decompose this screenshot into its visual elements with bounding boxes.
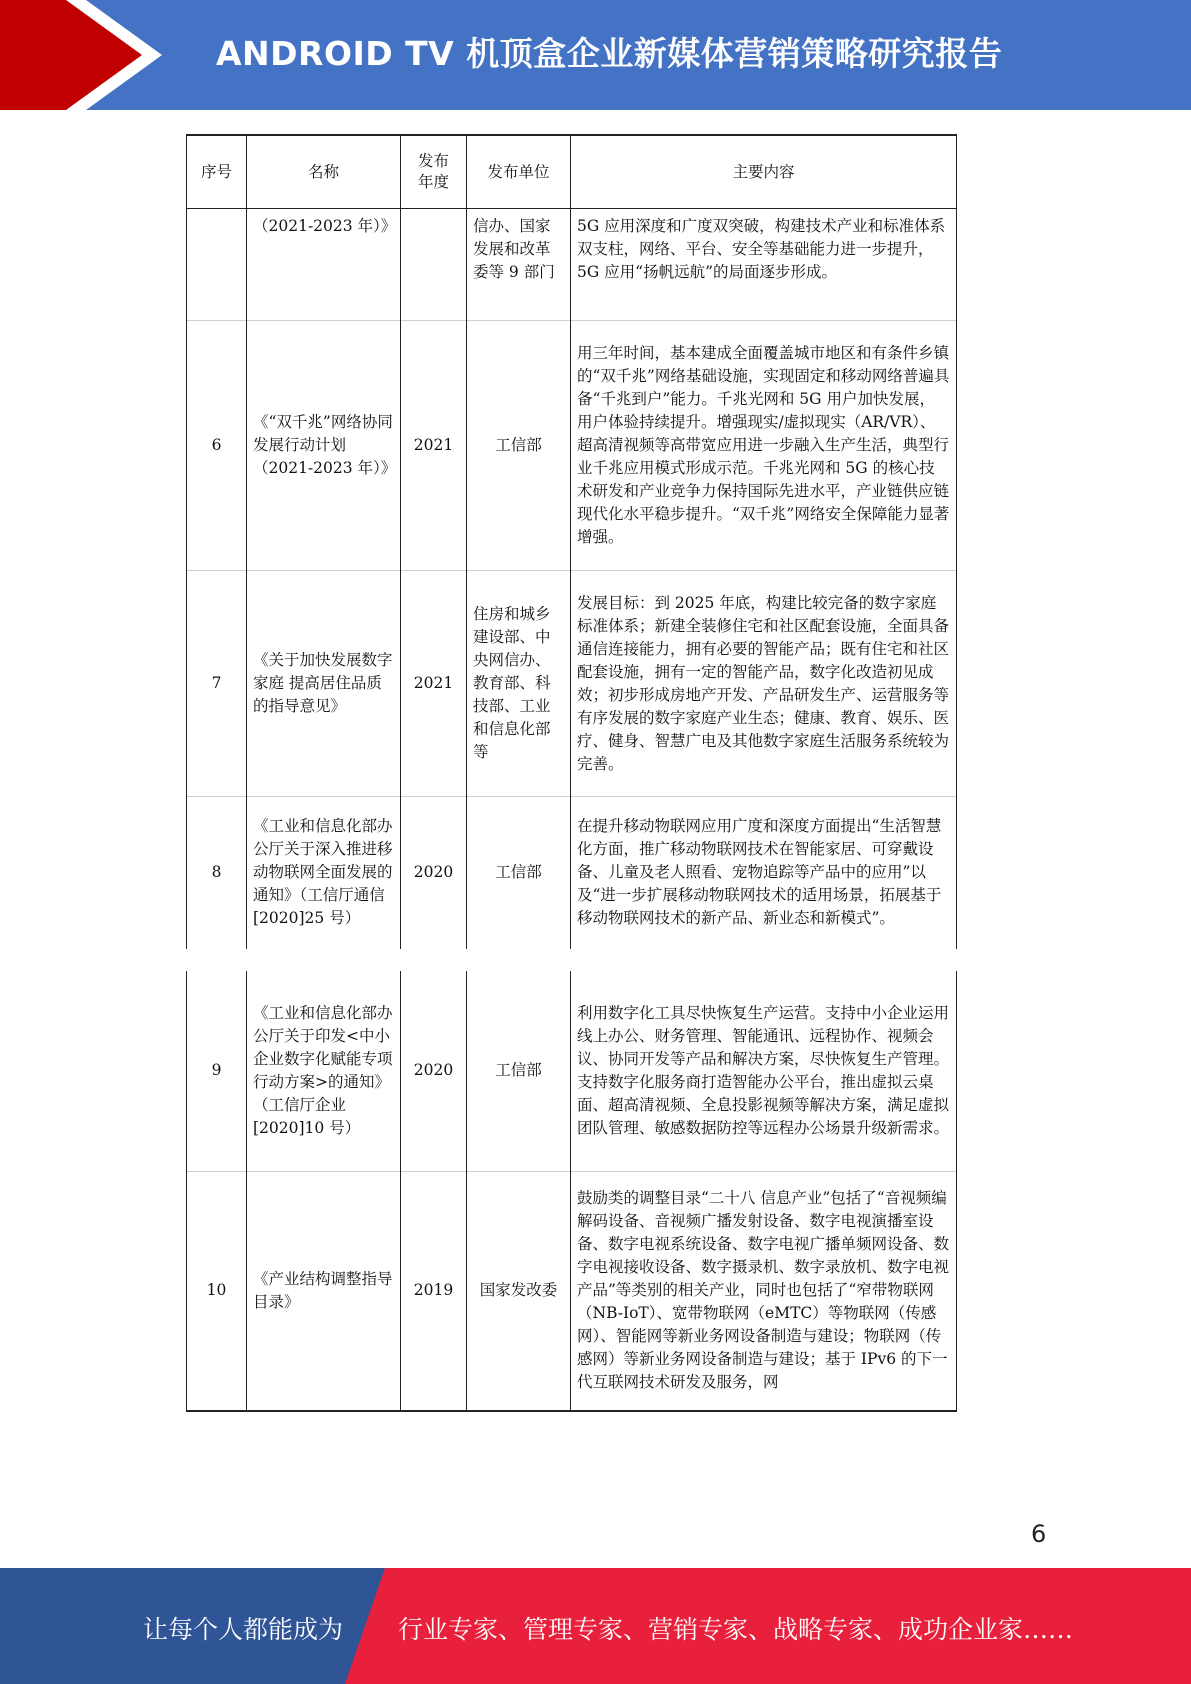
table-header-row xyxy=(187,135,957,209)
row-no: 8 xyxy=(187,797,247,949)
row-name: 《“双千兆”网络协同发展行动计划（2021-2023 年）》 xyxy=(247,321,401,571)
col-header-year-label: 发布年度 xyxy=(417,152,449,191)
row-unit: 住房和城乡建设部、中央网信办、教育部、科技部、工业和信息化部等 xyxy=(467,571,571,797)
table-row xyxy=(187,209,957,321)
table-row xyxy=(187,1171,957,1411)
row-unit: 工信部 xyxy=(467,971,571,1171)
row-year xyxy=(401,209,467,321)
row-content: 利用数字化工具尽快恢复生产运营。支持中小企业运用线上办公、财务管理、智能通讯、远程协作、视频会议、协同开发等产品和解决方案，尽快恢复生产管理。支持数字化服务商打造智能办公平台，推出虚拟云桌面、超高清视频、全息投影视频等解决方案，满足虚拟团队管理、敏感数据防控等远程办公场景升级新需求。 xyxy=(571,971,957,1171)
row-no: 6 xyxy=(187,321,247,571)
row-year: 2021 xyxy=(401,321,467,571)
col-header-content: 主要内容 xyxy=(571,135,957,209)
col-header-name: 名称 xyxy=(247,135,401,209)
table-row xyxy=(187,797,957,949)
row-year: 2021 xyxy=(401,571,467,797)
row-no: 10 xyxy=(187,1171,247,1411)
page-number: 6 xyxy=(1031,1520,1047,1548)
col-header-no: 序号 xyxy=(187,135,247,209)
col-header-unit: 发布单位 xyxy=(467,135,571,209)
page-header xyxy=(0,0,1191,110)
row-name: 《工业和信息化部办公厅关于印发<中小企业数字化赋能专项行动方案>的通知》（工信厅企业[2020]10 号） xyxy=(247,971,401,1171)
table-row xyxy=(187,571,957,797)
row-content: 在提升移动物联网应用广度和深度方面提出“生活智慧化方面，推广移动物联网技术在智能家居、可穿戴设备、儿童及老人照看、宠物追踪等产品中的应用”以及“进一步扩展移动物联网技术的适用场景，拓展基于移动物联网技术的新产品、新业态和新模式”。 xyxy=(571,797,957,949)
row-name: 《产业结构调整指导目录》 xyxy=(247,1171,401,1411)
policy-table-part-1 xyxy=(186,134,957,949)
table-row xyxy=(187,321,957,571)
row-unit: 国家发改委 xyxy=(467,1171,571,1411)
row-year: 2019 xyxy=(401,1171,467,1411)
row-content: 用三年时间，基本建成全面覆盖城市地区和有条件乡镇的“双千兆”网络基础设施，实现固定和移动网络普遍具备“千兆到户”能力。千兆光网和 5G 用户加快发展，用户体验持续提升。增强现实/虚拟现实（AR/VR）、超高清视频等高带宽应用进一步融入生产生活，典型行业千兆应用模式形成示范。千兆光网和 5G 的核心技术研发和产业竞争力保持国际先进水平，产业链供应链现代化水平稳步提升。“双千兆”网络安全保障能力显著增强。 xyxy=(571,321,957,571)
row-name: （2021-2023 年）》 xyxy=(247,209,401,321)
col-header-year xyxy=(401,135,467,209)
header-red-arrow-decoration xyxy=(0,0,150,110)
page-footer xyxy=(0,1568,1191,1684)
footer-slogan-left: 让每个人都能成为 xyxy=(143,1615,344,1644)
row-name: 《关于加快发展数字家庭 提高居住品质的指导意见》 xyxy=(247,571,401,797)
row-no: 9 xyxy=(187,971,247,1171)
row-year: 2020 xyxy=(401,971,467,1171)
policy-table-part-2 xyxy=(186,971,957,1412)
row-unit: 信办、国家发展和改革委等 9 部门 xyxy=(467,209,571,321)
row-year: 2020 xyxy=(401,797,467,949)
row-content: 鼓励类的调整目录“二十八 信息产业”包括了“音视频编解码设备、音视频广播发射设备、数字电视演播室设备、数字电视系统设备、数字电视广播单频网设备、数字电视接收设备、数字摄录机、数字录放机、数字电视产品”等类别的相关产业，同时也包括了“窄带物联网（NB-IoT）、宽带物联网（eMTC）等物联网（传感网）、智能网等新业务网设备制造与建设；物联网（传感网）等新业务网设备制造与建设；基于 IPv6 的下一代互联网技术研发及服务，网 xyxy=(571,1171,957,1411)
row-unit: 工信部 xyxy=(467,321,571,571)
table-row xyxy=(187,971,957,1171)
footer-slogan-right: 行业专家、管理专家、营销专家、战略专家、成功企业家…… xyxy=(398,1615,1074,1644)
row-name: 《工业和信息化部办公厅关于深入推进移动物联网全面发展的通知》（工信厅通信[2020]25 号） xyxy=(247,797,401,949)
report-title: ANDROID TV 机顶盒企业新媒体营销策略研究报告 xyxy=(216,34,1003,73)
row-unit: 工信部 xyxy=(467,797,571,949)
row-content: 发展目标：到 2025 年底，构建比较完备的数字家庭标准体系；新建全装修住宅和社区配套设施，全面具备通信连接能力，拥有必要的智能产品；既有住宅和社区配套设施，拥有一定的智能产品，数字化改造初见成效；初步形成房地产开发、产品研发生产、运营服务等有序发展的数字家庭产业生态；健康、教育、娱乐、医疗、健身、智慧广电及其他数字家庭生活服务系统较为完善。 xyxy=(571,571,957,797)
row-no xyxy=(187,209,247,321)
row-content: 5G 应用深度和广度双突破，构建技术产业和标准体系双支柱，网络、平台、安全等基础能力进一步提升，5G 应用“扬帆远航”的局面逐步形成。 xyxy=(571,209,957,321)
row-no: 7 xyxy=(187,571,247,797)
